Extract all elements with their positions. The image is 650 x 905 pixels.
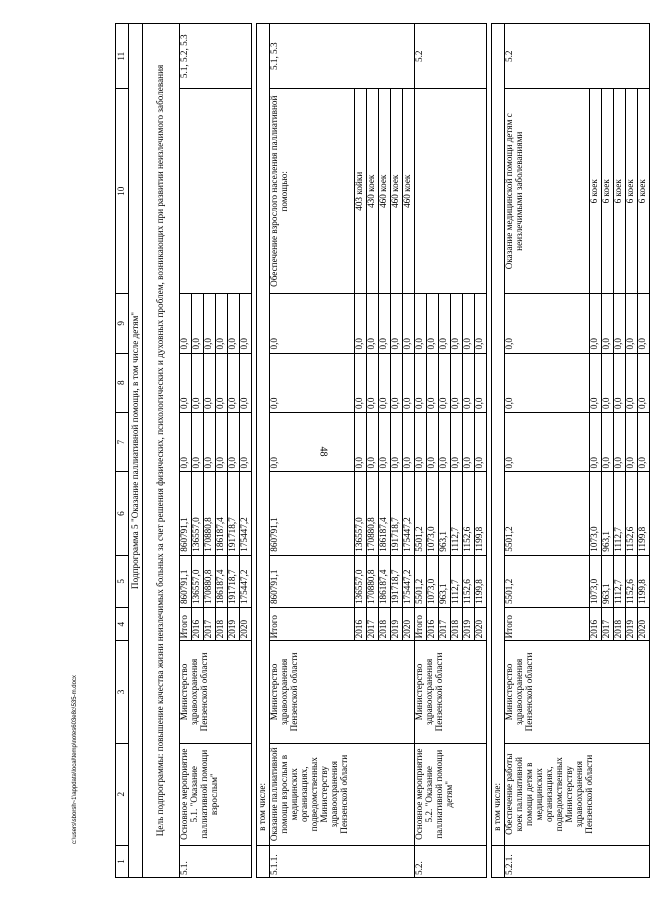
year-cell: 2018	[614, 608, 626, 641]
measure-name: Обеспечение работы коек паллиативной помощи детям в медицинских организациях, подведомственных Министерству здравоохранения Пензенской области	[505, 743, 650, 845]
amount-cell: 1073,0	[427, 555, 439, 607]
subsection-intro-row	[257, 24, 270, 878]
indicator-value: 460 коек	[379, 89, 391, 294]
amount-cell: 1112,7	[614, 555, 626, 607]
table-row	[415, 24, 427, 878]
amount-cell: 963,1	[439, 472, 451, 555]
intro-empty-cell	[257, 845, 270, 877]
link-cell: 5.1, 5.2, 5.3	[180, 24, 252, 89]
amount-cell: 0,0	[439, 353, 451, 412]
year-cell: 2020	[638, 608, 650, 641]
amount-cell: 0,0	[439, 412, 451, 471]
amount-cell: 1199,8	[638, 555, 650, 607]
amount-cell: 0,0	[602, 412, 614, 471]
amount-cell: 0,0	[379, 294, 391, 353]
year-cell: 2017	[204, 608, 216, 641]
amount-cell: 0,0	[391, 294, 403, 353]
amount-cell: 1199,8	[638, 472, 650, 555]
year-cell: 2020	[475, 608, 487, 641]
year-cell: Итого	[505, 608, 590, 641]
amount-cell: 0,0	[626, 412, 638, 471]
amount-cell: 0,0	[216, 353, 228, 412]
amount-cell: 5501,2	[415, 555, 427, 607]
amount-cell: 136557,0	[355, 472, 367, 555]
amount-cell: 1199,8	[475, 555, 487, 607]
subprogram-title-row	[129, 24, 143, 878]
year-cell: Итого	[415, 608, 427, 641]
amount-cell: 0,0	[228, 412, 240, 471]
column-number: 5	[116, 555, 129, 607]
amount-cell: 0,0	[451, 294, 463, 353]
executor: Министерство здравоохранения Пензенской области	[415, 641, 487, 743]
indicator-text: Оказание медицинской помощи детям с неизлечимыми заболеваниями	[505, 89, 590, 294]
amount-cell: 191718,7	[228, 472, 240, 555]
amount-cell: 860791,1	[180, 555, 192, 607]
amount-cell: 963,1	[602, 472, 614, 555]
link-cell: 5.1, 5.3	[270, 24, 415, 89]
amount-cell: 0,0	[192, 412, 204, 471]
amount-cell: 0,0	[204, 353, 216, 412]
indicator-value: 460 коек	[391, 89, 403, 294]
amount-cell: 0,0	[638, 294, 650, 353]
amount-cell: 0,0	[475, 294, 487, 353]
amount-cell: 0,0	[403, 294, 415, 353]
amount-cell: 0,0	[391, 412, 403, 471]
table-row	[180, 24, 192, 878]
amount-cell: 0,0	[228, 353, 240, 412]
amount-cell: 0,0	[216, 294, 228, 353]
amount-cell: 0,0	[427, 353, 439, 412]
column-number: 11	[116, 24, 129, 89]
amount-cell: 170880,8	[367, 555, 379, 607]
intro-text: в том числе:	[492, 24, 505, 846]
table-body	[116, 24, 650, 878]
amount-cell: 0,0	[614, 294, 626, 353]
amount-cell: 175447,2	[403, 472, 415, 555]
year-cell: 2016	[355, 608, 367, 641]
subsection-intro-row	[492, 24, 505, 878]
measure-id: 5.2.1.	[505, 845, 650, 877]
measure-id: 5.2.	[415, 845, 487, 877]
year-cell: 2020	[240, 608, 252, 641]
year-cell: Итого	[270, 608, 355, 641]
column-number: 7	[116, 412, 129, 471]
amount-cell: 186187,4	[379, 472, 391, 555]
amount-cell: 0,0	[427, 412, 439, 471]
subprogram-table	[115, 23, 650, 878]
indicator-value: 6 коек	[602, 89, 614, 294]
amount-cell: 191718,7	[228, 555, 240, 607]
year-cell: 2017	[602, 608, 614, 641]
year-cell: 2016	[590, 608, 602, 641]
amount-cell: 0,0	[463, 412, 475, 471]
year-cell: 2018	[216, 608, 228, 641]
indicator-value: 460 коек	[403, 89, 415, 294]
amount-cell: 0,0	[391, 353, 403, 412]
amount-cell: 0,0	[367, 412, 379, 471]
year-cell: 2019	[463, 608, 475, 641]
amount-cell: 1152,6	[463, 555, 475, 607]
indicator-value: 6 коек	[638, 89, 650, 294]
amount-cell: 0,0	[451, 353, 463, 412]
amount-cell: 0,0	[379, 353, 391, 412]
amount-cell: 0,0	[355, 294, 367, 353]
indicator-value: 403 койки	[355, 89, 367, 294]
year-cell: 2019	[391, 608, 403, 641]
column-number: 10	[116, 89, 129, 294]
amount-cell: 136557,0	[192, 472, 204, 555]
amount-cell: 0,0	[415, 294, 427, 353]
intro-text: в том числе:	[257, 24, 270, 846]
amount-cell: 1112,7	[614, 472, 626, 555]
amount-cell: 1199,8	[475, 472, 487, 555]
amount-cell: 191718,7	[391, 472, 403, 555]
amount-cell: 0,0	[439, 294, 451, 353]
indicator-value: 6 коек	[590, 89, 602, 294]
column-number: 2	[116, 743, 129, 845]
amount-cell: 170880,8	[367, 472, 379, 555]
amount-cell: 860791,1	[270, 555, 355, 607]
amount-cell: 0,0	[192, 294, 204, 353]
amount-cell: 1112,7	[451, 555, 463, 607]
amount-cell: 0,0	[590, 353, 602, 412]
column-number: 4	[116, 608, 129, 641]
amount-cell: 0,0	[602, 353, 614, 412]
executor: Министерство здравоохранения Пензенской области	[505, 641, 650, 743]
goal-row	[143, 24, 180, 878]
amount-cell: 1152,6	[463, 472, 475, 555]
year-cell: 2020	[403, 608, 415, 641]
page-number: 48	[317, 446, 329, 457]
footer-file-path: c:\users\sborsh~1\appdata\local\temp\notes603e8c\535-m.docx	[72, 675, 78, 844]
amount-cell: 136557,0	[192, 555, 204, 607]
amount-cell: 860791,1	[270, 472, 355, 555]
measure-name: Основное мероприятие 5.1. "Оказание паллиативной помощи взрослым"	[180, 743, 252, 845]
amount-cell: 0,0	[180, 353, 192, 412]
indicator-value: 6 коек	[626, 89, 638, 294]
indicator-value: 6 коек	[614, 89, 626, 294]
amount-cell: 0,0	[463, 353, 475, 412]
amount-cell: 0,0	[204, 412, 216, 471]
executor: Министерство здравоохранения Пензенской области	[180, 641, 252, 743]
amount-cell: 0,0	[590, 294, 602, 353]
year-cell: 2016	[192, 608, 204, 641]
amount-cell: 0,0	[415, 412, 427, 471]
amount-cell: 0,0	[270, 412, 355, 471]
link-cell: 5.2	[415, 24, 487, 89]
amount-cell: 0,0	[180, 294, 192, 353]
amount-cell: 963,1	[439, 555, 451, 607]
amount-cell: 0,0	[367, 294, 379, 353]
year-cell: 2018	[379, 608, 391, 641]
year-cell: 2017	[367, 608, 379, 641]
indicator-empty	[415, 89, 487, 294]
column-number: 8	[116, 353, 129, 412]
amount-cell: 0,0	[427, 294, 439, 353]
column-number: 1	[116, 845, 129, 877]
table-row	[505, 24, 590, 878]
amount-cell: 170880,8	[204, 555, 216, 607]
amount-cell: 0,0	[638, 412, 650, 471]
amount-cell: 0,0	[192, 353, 204, 412]
amount-cell: 0,0	[270, 294, 355, 353]
subprogram-title: Подпрограмма 5 "Оказание паллиативной помощи, в том числе детям"	[129, 24, 143, 878]
amount-cell: 0,0	[355, 353, 367, 412]
amount-cell: 0,0	[626, 353, 638, 412]
amount-cell: 175447,2	[240, 555, 252, 607]
amount-cell: 1073,0	[590, 555, 602, 607]
amount-cell: 0,0	[614, 353, 626, 412]
amount-cell: 136557,0	[355, 555, 367, 607]
measure-id: 5.1.	[180, 845, 252, 877]
amount-cell: 0,0	[355, 412, 367, 471]
year-cell: 2017	[439, 608, 451, 641]
measure-name: Основное мероприятие 5.2. "Оказание паллиативной помощи детям"	[415, 743, 487, 845]
amount-cell: 0,0	[270, 353, 355, 412]
amount-cell: 0,0	[590, 412, 602, 471]
amount-cell: 0,0	[505, 294, 590, 353]
amount-cell: 1152,6	[626, 555, 638, 607]
amount-cell: 0,0	[216, 412, 228, 471]
amount-cell: 175447,2	[403, 555, 415, 607]
amount-cell: 0,0	[614, 412, 626, 471]
amount-cell: 0,0	[475, 412, 487, 471]
amount-cell: 0,0	[379, 412, 391, 471]
year-cell: Итого	[180, 608, 192, 641]
amount-cell: 0,0	[180, 412, 192, 471]
amount-cell: 175447,2	[240, 472, 252, 555]
rotated-table-container	[115, 23, 647, 878]
amount-cell: 0,0	[240, 353, 252, 412]
column-number-row	[116, 24, 129, 878]
amount-cell: 5501,2	[505, 472, 590, 555]
executor: Министерство здравоохранения Пензенской области	[270, 641, 415, 743]
amount-cell: 0,0	[415, 353, 427, 412]
year-cell: 2016	[427, 608, 439, 641]
indicator-text: Обеспечение взрослого населения паллиативной помощью:	[270, 89, 355, 294]
amount-cell: 0,0	[228, 294, 240, 353]
amount-cell: 0,0	[475, 353, 487, 412]
amount-cell: 186187,4	[216, 555, 228, 607]
amount-cell: 0,0	[626, 294, 638, 353]
year-cell: 2019	[228, 608, 240, 641]
amount-cell: 0,0	[240, 412, 252, 471]
amount-cell: 186187,4	[216, 472, 228, 555]
amount-cell: 0,0	[403, 353, 415, 412]
amount-cell: 5501,2	[505, 555, 590, 607]
link-cell: 5.2	[505, 24, 650, 89]
indicator-empty	[180, 89, 252, 294]
amount-cell: 0,0	[240, 294, 252, 353]
amount-cell: 1073,0	[427, 472, 439, 555]
amount-cell: 191718,7	[391, 555, 403, 607]
measure-name: Оказание паллиативной помощи взрослым в медицинских организациях, подведомственных Министерству здравоохранения Пензенской области	[270, 743, 415, 845]
amount-cell: 0,0	[463, 294, 475, 353]
amount-cell: 0,0	[451, 412, 463, 471]
measure-id: 5.1.1.	[270, 845, 415, 877]
goal-text: Цель подпрограммы: повышение качества жизни неизлечимых больных за счет решения физических, психологических и духовных проблем, возникающих при развитии неизлечимого заболевания	[143, 24, 180, 878]
amount-cell: 1073,0	[590, 472, 602, 555]
intro-empty-cell	[492, 845, 505, 877]
amount-cell: 0,0	[367, 353, 379, 412]
amount-cell: 0,0	[505, 412, 590, 471]
column-number: 6	[116, 472, 129, 555]
amount-cell: 963,1	[602, 555, 614, 607]
amount-cell: 186187,4	[379, 555, 391, 607]
amount-cell: 0,0	[204, 294, 216, 353]
amount-cell: 0,0	[602, 294, 614, 353]
column-number: 3	[116, 641, 129, 743]
amount-cell: 5501,2	[415, 472, 427, 555]
amount-cell: 1112,7	[451, 472, 463, 555]
amount-cell: 0,0	[403, 412, 415, 471]
indicator-value: 430 коек	[367, 89, 379, 294]
amount-cell: 170880,8	[204, 472, 216, 555]
year-cell: 2018	[451, 608, 463, 641]
amount-cell: 1152,6	[626, 472, 638, 555]
amount-cell: 0,0	[505, 353, 590, 412]
table-row	[270, 24, 355, 878]
amount-cell: 0,0	[638, 353, 650, 412]
amount-cell: 860791,1	[180, 472, 192, 555]
column-number: 9	[116, 294, 129, 353]
year-cell: 2019	[626, 608, 638, 641]
